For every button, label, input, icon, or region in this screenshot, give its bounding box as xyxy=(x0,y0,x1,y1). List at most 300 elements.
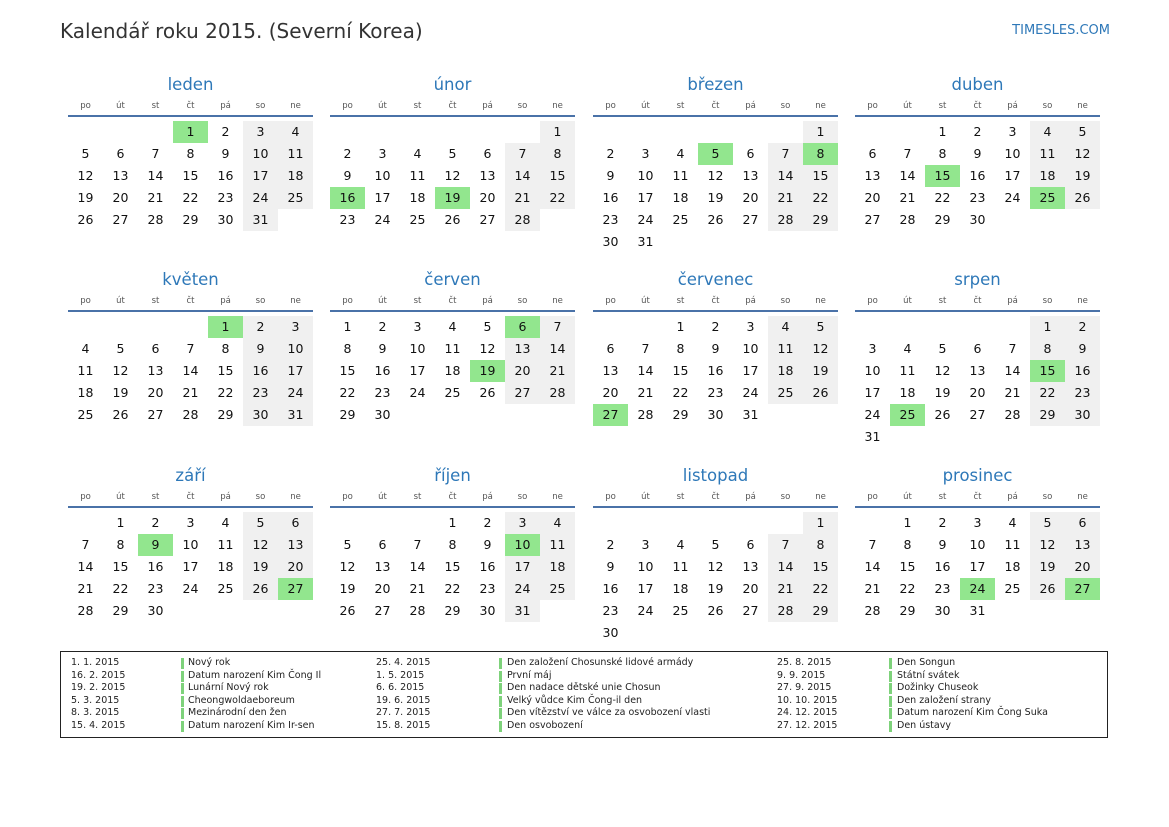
month-name: duben xyxy=(951,75,1004,94)
holiday-name: Datum narození Kim Čong Il xyxy=(188,669,322,681)
day-cell: 11 xyxy=(672,168,689,183)
day-cell: 12 xyxy=(707,168,724,183)
day-cell: 16 xyxy=(707,363,724,378)
day-cell: 1 xyxy=(116,515,125,530)
day-cell: 15 xyxy=(112,559,129,574)
day-cell: 18 xyxy=(1030,165,1065,187)
day-cell: 17 xyxy=(637,190,654,205)
day-cell: 30 xyxy=(707,407,724,422)
holiday-date: 1. 5. 2015 xyxy=(376,669,425,681)
day-cell: 8 xyxy=(903,537,912,552)
day-cell: 18 xyxy=(409,190,426,205)
day-cell: 27 xyxy=(505,382,540,404)
day-cell: 26 xyxy=(444,212,461,227)
day-cell: 5 xyxy=(803,316,838,338)
day-cell: 3 xyxy=(746,319,755,334)
day-cell: 3 xyxy=(868,341,877,356)
weekday-label: ne xyxy=(815,492,826,502)
day-cell: 16 xyxy=(969,168,986,183)
day-cell: 22 xyxy=(899,581,916,596)
day-cell: 9 xyxy=(343,168,352,183)
day-cell: 15 xyxy=(339,363,356,378)
day-cell: 31 xyxy=(969,603,986,618)
day-cell: 3 xyxy=(641,537,650,552)
day-cell: 5 xyxy=(343,537,352,552)
holiday-marker xyxy=(499,721,502,732)
day-cell: 9 xyxy=(221,146,230,161)
day-cell: 28 xyxy=(637,407,654,422)
holiday-date: 5. 3. 2015 xyxy=(71,694,120,706)
day-cell: 2 xyxy=(151,515,160,530)
day-cell-holiday: 15 xyxy=(1030,360,1065,382)
day-cell: 10 xyxy=(969,537,986,552)
day-cell: 18 xyxy=(672,581,689,596)
weekday-label: ne xyxy=(552,296,563,306)
holiday-marker xyxy=(889,658,892,669)
day-cell: 22 xyxy=(444,581,461,596)
weekday-label: so xyxy=(780,296,791,306)
day-cell: 14 xyxy=(637,363,654,378)
day-cell: 4 xyxy=(1008,515,1017,530)
day-cell: 17 xyxy=(409,363,426,378)
day-cell: 24 xyxy=(637,603,654,618)
day-cell: 14 xyxy=(1004,363,1021,378)
weekday-label: po xyxy=(605,492,616,502)
day-cell: 13 xyxy=(969,363,986,378)
weekday-label: po xyxy=(605,296,616,306)
day-cell: 13 xyxy=(742,559,759,574)
month-name: červenec xyxy=(677,270,754,289)
weekday-label: st xyxy=(151,296,160,306)
holiday-name: Datum narození Kim Ir-sen xyxy=(188,720,315,731)
day-cell: 31 xyxy=(637,234,654,249)
weekday-label: pá xyxy=(1007,101,1018,111)
day-cell: 22 xyxy=(540,187,575,209)
weekday-label: so xyxy=(780,492,791,502)
day-cell: 7 xyxy=(81,537,90,552)
holiday-name: Dožinky Chuseok xyxy=(897,682,979,694)
weekday-label: út xyxy=(378,296,387,306)
holiday-date: 19. 6. 2015 xyxy=(376,694,431,706)
day-cell: 21 xyxy=(77,581,94,596)
day-cell: 28 xyxy=(77,603,94,618)
holiday-name: Nový rok xyxy=(188,657,231,668)
day-cell: 11 xyxy=(1030,143,1065,165)
day-cell: 18 xyxy=(77,385,94,400)
day-cell: 12 xyxy=(1065,143,1100,165)
day-cell: 12 xyxy=(243,534,278,556)
day-cell: 30 xyxy=(602,234,619,249)
day-cell: 25 xyxy=(409,212,426,227)
month-header-rule xyxy=(330,115,575,117)
day-cell: 25 xyxy=(672,212,689,227)
day-cell: 28 xyxy=(409,603,426,618)
day-cell: 28 xyxy=(505,209,540,231)
holiday-marker xyxy=(889,721,892,732)
day-cell-holiday: 8 xyxy=(803,143,838,165)
day-cell: 25 xyxy=(217,581,234,596)
day-cell: 10 xyxy=(243,143,278,165)
day-cell: 26 xyxy=(934,407,951,422)
weekday-label: pá xyxy=(482,101,493,111)
day-cell: 9 xyxy=(243,338,278,360)
day-cell: 13 xyxy=(1065,534,1100,556)
weekday-label: pá xyxy=(220,492,231,502)
day-cell: 17 xyxy=(742,363,759,378)
day-cell: 7 xyxy=(540,316,575,338)
day-cell: 22 xyxy=(803,578,838,600)
weekday-label: čt xyxy=(186,101,195,111)
day-cell: 30 xyxy=(147,603,164,618)
day-cell: 6 xyxy=(746,146,755,161)
day-cell: 6 xyxy=(483,146,492,161)
day-cell: 14 xyxy=(768,556,803,578)
weekday-label: ne xyxy=(290,101,301,111)
day-cell: 1 xyxy=(540,121,575,143)
day-cell: 27 xyxy=(112,212,129,227)
day-cell: 6 xyxy=(746,537,755,552)
day-cell: 17 xyxy=(278,360,313,382)
day-cell: 12 xyxy=(934,363,951,378)
day-cell: 6 xyxy=(116,146,125,161)
day-cell: 2 xyxy=(606,537,615,552)
day-cell: 25 xyxy=(278,187,313,209)
day-cell: 7 xyxy=(505,143,540,165)
day-cell: 14 xyxy=(899,168,916,183)
holiday-marker xyxy=(889,683,892,694)
month-name: prosinec xyxy=(942,466,1013,485)
holiday-marker xyxy=(181,658,184,669)
day-cell: 14 xyxy=(540,338,575,360)
day-cell: 17 xyxy=(637,581,654,596)
day-cell: 30 xyxy=(969,212,986,227)
day-cell-holiday: 9 xyxy=(138,534,173,556)
day-cell: 29 xyxy=(112,603,129,618)
holiday-name: Státní svátek xyxy=(897,669,960,681)
day-cell: 6 xyxy=(378,537,387,552)
day-cell: 24 xyxy=(1004,190,1021,205)
weekday-label: pá xyxy=(745,492,756,502)
day-cell: 15 xyxy=(899,559,916,574)
day-cell: 22 xyxy=(112,581,129,596)
day-cell: 27 xyxy=(374,603,391,618)
day-cell: 30 xyxy=(479,603,496,618)
weekday-label: čt xyxy=(973,101,982,111)
weekday-label: čt xyxy=(711,296,720,306)
day-cell: 24 xyxy=(637,212,654,227)
weekday-label: pá xyxy=(482,492,493,502)
day-cell: 20 xyxy=(742,190,759,205)
holiday-marker xyxy=(889,708,892,719)
day-cell: 1 xyxy=(676,319,685,334)
month-header-rule xyxy=(855,506,1100,508)
weekday-label: čt xyxy=(448,296,457,306)
day-cell: 21 xyxy=(540,360,575,382)
day-cell: 26 xyxy=(339,603,356,618)
day-cell: 31 xyxy=(243,209,278,231)
day-cell: 29 xyxy=(217,407,234,422)
day-cell: 22 xyxy=(672,385,689,400)
day-cell: 30 xyxy=(1065,404,1100,426)
day-cell: 27 xyxy=(742,212,759,227)
day-cell: 10 xyxy=(182,537,199,552)
day-cell: 24 xyxy=(505,578,540,600)
day-cell: 23 xyxy=(243,382,278,404)
day-cell: 16 xyxy=(374,363,391,378)
day-cell: 4 xyxy=(1030,121,1065,143)
day-cell: 21 xyxy=(409,581,426,596)
day-cell: 26 xyxy=(1065,187,1100,209)
day-cell: 21 xyxy=(768,578,803,600)
day-cell: 19 xyxy=(934,385,951,400)
day-cell: 18 xyxy=(1004,559,1021,574)
day-cell: 25 xyxy=(672,603,689,618)
day-cell: 8 xyxy=(1030,338,1065,360)
weekday-label: st xyxy=(676,101,685,111)
weekday-label: út xyxy=(116,101,125,111)
weekday-label: út xyxy=(903,296,912,306)
holiday-name: Den Songun xyxy=(897,657,956,668)
weekday-label: út xyxy=(378,101,387,111)
weekday-label: út xyxy=(116,492,125,502)
holiday-date: 16. 2. 2015 xyxy=(71,669,126,681)
day-cell: 6 xyxy=(868,146,877,161)
day-cell: 30 xyxy=(602,625,619,640)
day-cell: 17 xyxy=(864,385,881,400)
month-header-rule xyxy=(68,506,313,508)
site-link[interactable]: TIMESLES.COM xyxy=(1012,23,1110,38)
holiday-date: 19. 2. 2015 xyxy=(71,682,126,694)
weekday-label: po xyxy=(867,296,878,306)
day-cell: 25 xyxy=(77,407,94,422)
day-cell: 10 xyxy=(864,363,881,378)
day-cell: 6 xyxy=(278,512,313,534)
holiday-name: Den ústavy xyxy=(897,720,951,731)
day-cell: 14 xyxy=(864,559,881,574)
weekday-label: út xyxy=(641,296,650,306)
day-cell: 5 xyxy=(483,319,492,334)
day-cell-holiday: 25 xyxy=(1030,187,1065,209)
day-cell: 29 xyxy=(803,600,838,622)
day-cell: 9 xyxy=(483,537,492,552)
day-cell: 23 xyxy=(934,581,951,596)
day-cell: 1 xyxy=(803,121,838,143)
day-cell: 21 xyxy=(147,190,164,205)
weekday-label: so xyxy=(1042,492,1053,502)
holiday-legend xyxy=(60,651,1108,738)
day-cell: 2 xyxy=(483,515,492,530)
day-cell: 4 xyxy=(540,512,575,534)
day-cell: 13 xyxy=(374,559,391,574)
day-cell-holiday: 27 xyxy=(1065,578,1100,600)
day-cell: 1 xyxy=(903,515,912,530)
weekday-label: út xyxy=(903,492,912,502)
day-cell: 24 xyxy=(409,385,426,400)
day-cell: 8 xyxy=(540,143,575,165)
weekday-label: so xyxy=(1042,101,1053,111)
weekday-label: út xyxy=(116,296,125,306)
day-cell: 29 xyxy=(444,603,461,618)
day-cell: 15 xyxy=(803,556,838,578)
day-cell: 7 xyxy=(868,537,877,552)
holiday-date: 15. 4. 2015 xyxy=(71,720,126,731)
holiday-marker xyxy=(499,708,502,719)
day-cell: 23 xyxy=(969,190,986,205)
day-cell: 8 xyxy=(221,341,230,356)
holiday-marker xyxy=(181,721,184,732)
day-cell: 14 xyxy=(768,165,803,187)
holiday-marker xyxy=(499,683,502,694)
weekday-label: so xyxy=(517,296,528,306)
weekday-label: so xyxy=(780,101,791,111)
day-cell: 14 xyxy=(505,165,540,187)
weekday-label: ne xyxy=(552,492,563,502)
day-cell: 23 xyxy=(602,603,619,618)
day-cell-holiday: 27 xyxy=(278,578,313,600)
holiday-date: 6. 6. 2015 xyxy=(376,682,425,694)
holiday-marker xyxy=(889,696,892,707)
day-cell: 7 xyxy=(186,341,195,356)
weekday-label: so xyxy=(255,101,266,111)
day-cell: 26 xyxy=(707,212,724,227)
day-cell: 7 xyxy=(768,534,803,556)
day-cell: 31 xyxy=(505,600,540,622)
day-cell: 30 xyxy=(217,212,234,227)
holiday-name: Den osvobození xyxy=(507,720,583,731)
day-cell: 17 xyxy=(1004,168,1021,183)
weekday-label: pá xyxy=(1007,492,1018,502)
day-cell: 5 xyxy=(81,146,90,161)
weekday-label: st xyxy=(676,296,685,306)
day-cell: 3 xyxy=(243,121,278,143)
day-cell: 24 xyxy=(182,581,199,596)
day-cell: 16 xyxy=(602,581,619,596)
weekday-label: ne xyxy=(815,296,826,306)
weekday-label: po xyxy=(867,492,878,502)
day-cell: 31 xyxy=(864,429,881,444)
day-cell: 11 xyxy=(1004,537,1021,552)
day-cell: 22 xyxy=(217,385,234,400)
weekday-label: pá xyxy=(745,101,756,111)
holiday-date: 24. 12. 2015 xyxy=(777,707,838,719)
day-cell: 8 xyxy=(803,534,838,556)
day-cell: 30 xyxy=(243,404,278,426)
day-cell: 8 xyxy=(186,146,195,161)
day-cell-holiday: 25 xyxy=(890,404,925,426)
day-cell: 29 xyxy=(672,407,689,422)
day-cell: 24 xyxy=(278,382,313,404)
day-cell: 24 xyxy=(374,212,391,227)
day-cell-holiday: 10 xyxy=(505,534,540,556)
weekday-label: čt xyxy=(711,101,720,111)
weekday-label: čt xyxy=(448,492,457,502)
day-cell: 11 xyxy=(77,363,94,378)
holiday-date: 25. 8. 2015 xyxy=(777,657,832,668)
day-cell: 28 xyxy=(1004,407,1021,422)
day-cell: 20 xyxy=(374,581,391,596)
day-cell: 12 xyxy=(803,338,838,360)
day-cell: 25 xyxy=(1004,581,1021,596)
weekday-label: po xyxy=(605,101,616,111)
day-cell: 20 xyxy=(505,360,540,382)
day-cell: 26 xyxy=(479,385,496,400)
day-cell: 28 xyxy=(768,600,803,622)
day-cell: 16 xyxy=(602,190,619,205)
weekday-label: pá xyxy=(1007,296,1018,306)
day-cell: 11 xyxy=(278,143,313,165)
day-cell: 16 xyxy=(243,360,278,382)
day-cell: 26 xyxy=(707,603,724,618)
day-cell: 3 xyxy=(641,146,650,161)
day-cell: 23 xyxy=(217,190,234,205)
day-cell: 12 xyxy=(707,559,724,574)
weekday-label: st xyxy=(413,492,422,502)
day-cell: 3 xyxy=(413,319,422,334)
day-cell: 9 xyxy=(973,146,982,161)
day-cell: 12 xyxy=(339,559,356,574)
weekday-label: st xyxy=(676,492,685,502)
weekday-label: pá xyxy=(220,101,231,111)
holiday-name: Lunární Nový rok xyxy=(188,682,269,694)
day-cell: 22 xyxy=(803,187,838,209)
holiday-name: Den nadace dětské unie Chosun xyxy=(507,682,661,694)
day-cell: 11 xyxy=(672,559,689,574)
day-cell-holiday: 1 xyxy=(173,121,208,143)
weekday-label: ne xyxy=(290,492,301,502)
day-cell: 9 xyxy=(1065,338,1100,360)
day-cell: 18 xyxy=(768,360,803,382)
day-cell: 26 xyxy=(112,407,129,422)
day-cell: 6 xyxy=(151,341,160,356)
day-cell: 20 xyxy=(112,190,129,205)
day-cell: 28 xyxy=(540,382,575,404)
day-cell: 21 xyxy=(637,385,654,400)
weekday-label: so xyxy=(255,492,266,502)
day-cell: 5 xyxy=(938,341,947,356)
weekday-label: ne xyxy=(1077,296,1088,306)
weekday-label: st xyxy=(151,101,160,111)
day-cell: 4 xyxy=(413,146,422,161)
day-cell: 23 xyxy=(374,385,391,400)
day-cell: 17 xyxy=(182,559,199,574)
month-name: leden xyxy=(167,75,214,94)
day-cell: 21 xyxy=(1004,385,1021,400)
day-cell: 28 xyxy=(864,603,881,618)
day-cell: 17 xyxy=(374,190,391,205)
day-cell: 27 xyxy=(969,407,986,422)
day-cell: 21 xyxy=(899,190,916,205)
holiday-name: První máj xyxy=(507,669,552,681)
day-cell: 19 xyxy=(707,581,724,596)
day-cell: 12 xyxy=(112,363,129,378)
holiday-date: 27. 7. 2015 xyxy=(376,707,431,719)
day-cell: 10 xyxy=(742,341,759,356)
month-name: září xyxy=(175,466,206,485)
day-cell: 26 xyxy=(803,382,838,404)
day-cell-holiday: 19 xyxy=(435,187,470,209)
day-cell: 17 xyxy=(969,559,986,574)
day-cell: 18 xyxy=(278,165,313,187)
day-cell: 7 xyxy=(151,146,160,161)
day-cell: 4 xyxy=(676,537,685,552)
day-cell: 13 xyxy=(147,363,164,378)
day-cell: 1 xyxy=(448,515,457,530)
day-cell: 15 xyxy=(672,363,689,378)
day-cell: 12 xyxy=(1030,534,1065,556)
day-cell: 19 xyxy=(77,190,94,205)
month-header-rule xyxy=(330,506,575,508)
day-cell: 15 xyxy=(217,363,234,378)
